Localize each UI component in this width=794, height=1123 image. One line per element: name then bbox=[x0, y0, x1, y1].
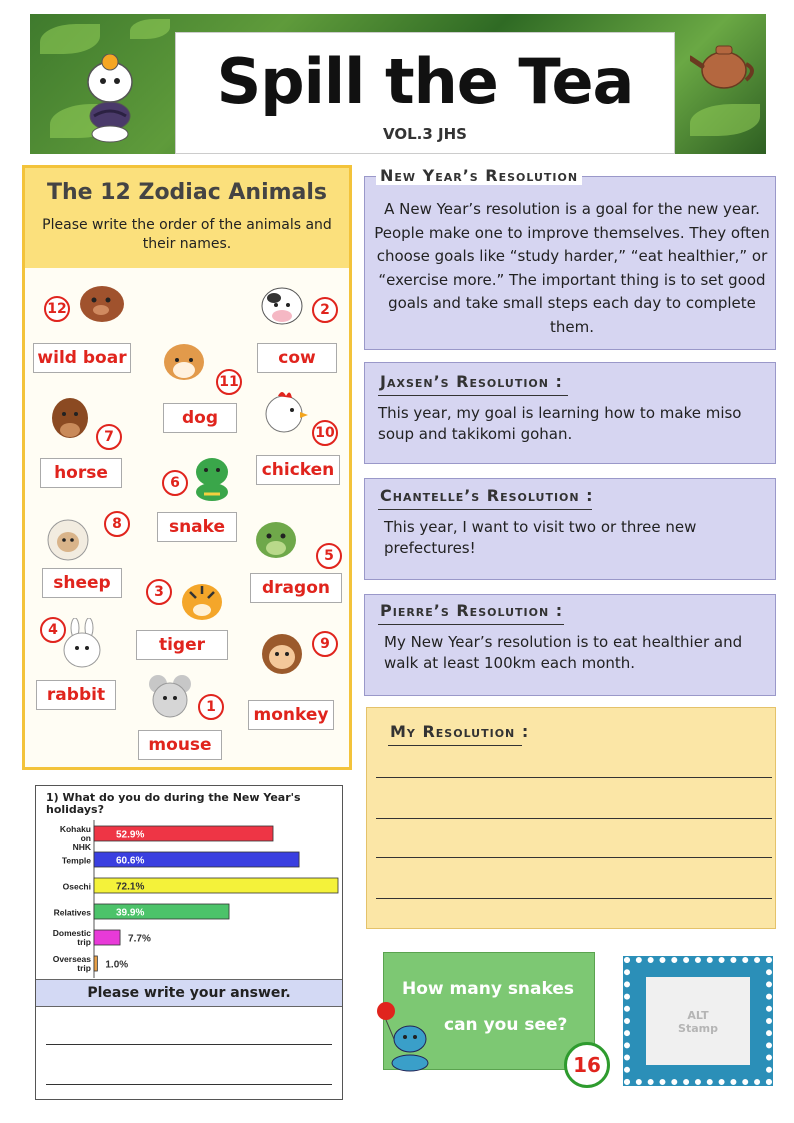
writing-line[interactable] bbox=[376, 777, 772, 778]
chantelle-body: This year, I want to visit two or three new prefectures! bbox=[384, 518, 697, 557]
page-number: 16 bbox=[564, 1042, 610, 1088]
animal-label-wild-boar: wild boar bbox=[33, 343, 131, 373]
dragon-icon bbox=[250, 512, 302, 564]
animal-label-sheep: sheep bbox=[42, 568, 122, 598]
chart-value-label: 7.7% bbox=[128, 933, 151, 945]
chart-value-label: 39.9% bbox=[116, 907, 145, 919]
stamp-label-line1: ALT bbox=[687, 1009, 709, 1022]
new-year-heading: New Year’s Resolution bbox=[376, 166, 582, 185]
order-number: 1 bbox=[198, 694, 224, 720]
writing-line[interactable] bbox=[376, 818, 772, 819]
heading-underline bbox=[378, 395, 568, 396]
zodiac-header bbox=[25, 168, 349, 268]
order-number: 9 bbox=[312, 631, 338, 657]
survey-panel bbox=[35, 785, 343, 1100]
pierre-heading: Pierre’s Resolution : bbox=[380, 601, 564, 620]
animal-label-dog: dog bbox=[163, 403, 237, 433]
animal-label-dragon: dragon bbox=[250, 573, 342, 603]
chart-category-label: Kohaku on NHK bbox=[59, 824, 91, 852]
writing-line[interactable] bbox=[376, 898, 772, 899]
pierre-body: My New Year’s resolution is to eat healthier and walk at least 100km each month. bbox=[384, 633, 743, 672]
animal-label-monkey: monkey bbox=[248, 700, 334, 730]
chart-value-label: 72.1% bbox=[116, 881, 145, 893]
volume-label: VOL.3 JHS bbox=[383, 125, 467, 143]
order-number: 12 bbox=[44, 296, 70, 322]
my-resolution-heading: My Resolution : bbox=[390, 722, 530, 741]
sheep-icon bbox=[42, 512, 94, 564]
leaf-decoration bbox=[690, 104, 760, 136]
heading-underline bbox=[378, 624, 564, 625]
chart-category-label: Temple bbox=[61, 855, 91, 866]
order-number: 10 bbox=[312, 420, 338, 446]
order-number: 4 bbox=[40, 617, 66, 643]
newsletter-title: Spill the Tea bbox=[216, 45, 634, 118]
quiz-question-line2: can you see? bbox=[444, 1015, 568, 1035]
tiger-icon bbox=[176, 574, 228, 626]
order-number: 11 bbox=[216, 369, 242, 395]
leaf-decoration bbox=[130, 19, 170, 39]
answer-line[interactable] bbox=[46, 1044, 332, 1045]
animal-label-mouse: mouse bbox=[138, 730, 222, 760]
teapot-icon bbox=[690, 30, 760, 100]
snake-balloon-icon bbox=[374, 999, 434, 1073]
chart-value-label: 60.6% bbox=[116, 855, 145, 867]
cow-icon bbox=[256, 278, 308, 330]
chart-bar bbox=[94, 904, 229, 919]
survey-bar-chart bbox=[36, 818, 342, 978]
animal-label-cow: cow bbox=[257, 343, 337, 373]
animal-label-chicken: chicken bbox=[256, 455, 340, 485]
horse-icon bbox=[44, 390, 96, 442]
stamp-area bbox=[646, 977, 750, 1065]
chart-category-label: Relatives bbox=[53, 907, 91, 918]
leaf-decoration bbox=[40, 24, 100, 54]
chart-value-label: 1.0% bbox=[105, 959, 129, 971]
stamp-label-line2: Stamp bbox=[678, 1022, 718, 1035]
order-number: 2 bbox=[312, 297, 338, 323]
order-number: 8 bbox=[104, 511, 130, 537]
chart-title: 1) What do you do during the New Year's holidays? bbox=[46, 791, 301, 816]
chart-category-label: Overseas trip bbox=[52, 954, 91, 973]
chart-bar bbox=[94, 956, 97, 971]
chart-category-label: Osechi bbox=[62, 881, 91, 892]
writing-line[interactable] bbox=[376, 857, 772, 858]
quiz-question-line1: How many snakes bbox=[402, 979, 575, 999]
heading-underline bbox=[388, 745, 522, 746]
jaxsen-heading: Jaxsen’s Resolution : bbox=[380, 372, 563, 391]
answer-prompt: Please write your answer. bbox=[36, 979, 342, 1007]
chicken-icon bbox=[258, 384, 310, 436]
snake-mascot-icon bbox=[80, 54, 140, 144]
mouse-icon bbox=[144, 670, 196, 722]
animal-label-tiger: tiger bbox=[136, 630, 228, 660]
answer-line[interactable] bbox=[46, 1084, 332, 1085]
dog-icon bbox=[158, 334, 210, 386]
chantelle-heading: Chantelle’s Resolution : bbox=[380, 486, 594, 505]
chart-category-label: Domestic trip bbox=[52, 928, 91, 947]
boar-icon bbox=[76, 276, 128, 328]
order-number: 3 bbox=[146, 579, 172, 605]
new-year-body: A New Year’s resolution is a goal for the new year. People make one to improve themselves. They often choose goals like “study harder,” “eat healthier,” or “exercise more.” The important thing is to set good goals and take small steps each day to complete them. bbox=[374, 200, 770, 336]
snake-icon bbox=[186, 452, 238, 504]
zodiac-instructions: Please write the order of the animals and their names. bbox=[42, 217, 332, 252]
chart-value-label: 52.9% bbox=[116, 829, 145, 841]
header-banner bbox=[30, 14, 766, 154]
monkey-icon bbox=[256, 626, 308, 678]
animal-label-horse: horse bbox=[40, 458, 122, 488]
title-card bbox=[175, 32, 675, 154]
animal-label-snake: snake bbox=[157, 512, 237, 542]
alt-stamp bbox=[624, 957, 772, 1085]
order-number: 7 bbox=[96, 424, 122, 450]
animal-label-rabbit: rabbit bbox=[36, 680, 116, 710]
heading-underline bbox=[378, 509, 592, 510]
order-number: 5 bbox=[316, 543, 342, 569]
zodiac-title: The 12 Zodiac Animals bbox=[46, 180, 328, 205]
jaxsen-body: This year, my goal is learning how to make miso soup and takikomi gohan. bbox=[378, 404, 742, 443]
stamp-label bbox=[646, 1009, 750, 1035]
snake-quiz-box bbox=[383, 952, 595, 1070]
order-number: 6 bbox=[162, 470, 188, 496]
chart-bar bbox=[94, 930, 120, 945]
